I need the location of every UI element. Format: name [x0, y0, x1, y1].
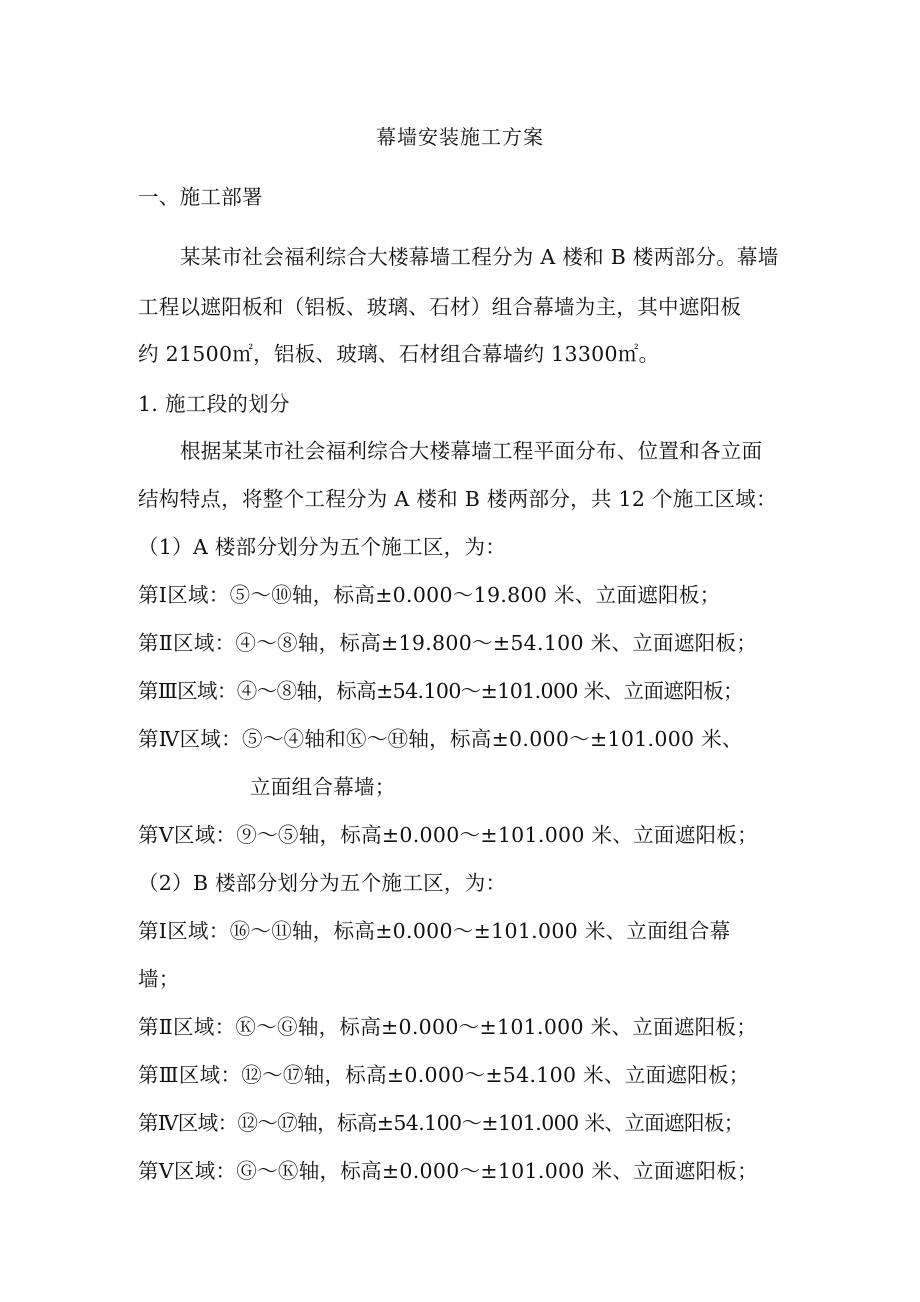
building-a-heading: （1）A 楼部分划分为五个施工区，为： [138, 535, 507, 559]
division-paragraph-line-1: 根据某某市社会福利综合大楼幕墙工程平面分布、位置和各立面 [180, 439, 763, 463]
building-b-heading: （2）B 楼部分划分为五个施工区，为： [138, 871, 507, 895]
intro-paragraph-line-3: 约 21500㎡，铝板、玻璃、石材组合幕墙约 13300㎡。 [138, 342, 660, 366]
building-a-zone-1: 第Ⅰ区域：⑤～⑩轴，标高±0.000～19.800 米、立面遮阳板； [138, 583, 721, 607]
building-b-zone-3: 第Ⅲ区域：⑫～⑰轴，标高±0.000～±54.100 米、立面遮阳板； [138, 1063, 750, 1087]
subsection-heading: 1. 施工段的划分 [138, 392, 290, 416]
building-b-zone-1-continuation: 墙； [138, 967, 180, 991]
intro-paragraph-line-2: 工程以遮阳板和（铝板、玻璃、石材）组合幕墙为主，其中遮阳板 [138, 295, 742, 319]
building-a-zone-4: 第Ⅳ区域：⑤～④轴和Ⓚ～Ⓗ轴，标高±0.000～±101.000 米、 [138, 727, 743, 751]
division-paragraph-line-2: 结构特点，将整个工程分为 A 楼和 B 楼两部分，共 12 个施工区域： [138, 487, 777, 511]
building-a-zone-4-continuation: 立面组合幕墙； [250, 775, 396, 799]
building-b-zone-1: 第Ⅰ区域：⑯～⑪轴，标高±0.000～±101.000 米、立面组合幕 [138, 919, 731, 943]
building-b-zone-5: 第Ⅴ区域：Ⓖ～Ⓚ轴，标高±0.000～±101.000 米、立面遮阳板； [138, 1159, 758, 1183]
building-a-zone-2: 第Ⅱ区域：④～⑧轴，标高±19.800～±54.100 米、立面遮阳板； [138, 631, 758, 655]
building-a-zone-5: 第Ⅴ区域：⑨～⑤轴，标高±0.000～±101.000 米、立面遮阳板； [138, 823, 758, 847]
building-a-zone-3: 第Ⅲ区域：④～⑧轴，标高±54.100～±101.000 米、立面遮阳板； [138, 679, 743, 703]
section-heading: 一、施工部署 [138, 185, 263, 209]
document-title: 幕墙安装施工方案 [376, 125, 544, 149]
intro-paragraph-line-1: 某某市社会福利综合大楼幕墙工程分为 A 楼和 B 楼两部分。幕墙 [180, 245, 779, 269]
building-b-zone-2: 第Ⅱ区域：Ⓚ～Ⓖ轴，标高±0.000～±101.000 米、立面遮阳板； [138, 1015, 758, 1039]
building-b-zone-4: 第Ⅳ区域：⑫～⑰轴，标高±54.100～±101.000 米、立面遮阳板； [138, 1111, 744, 1135]
